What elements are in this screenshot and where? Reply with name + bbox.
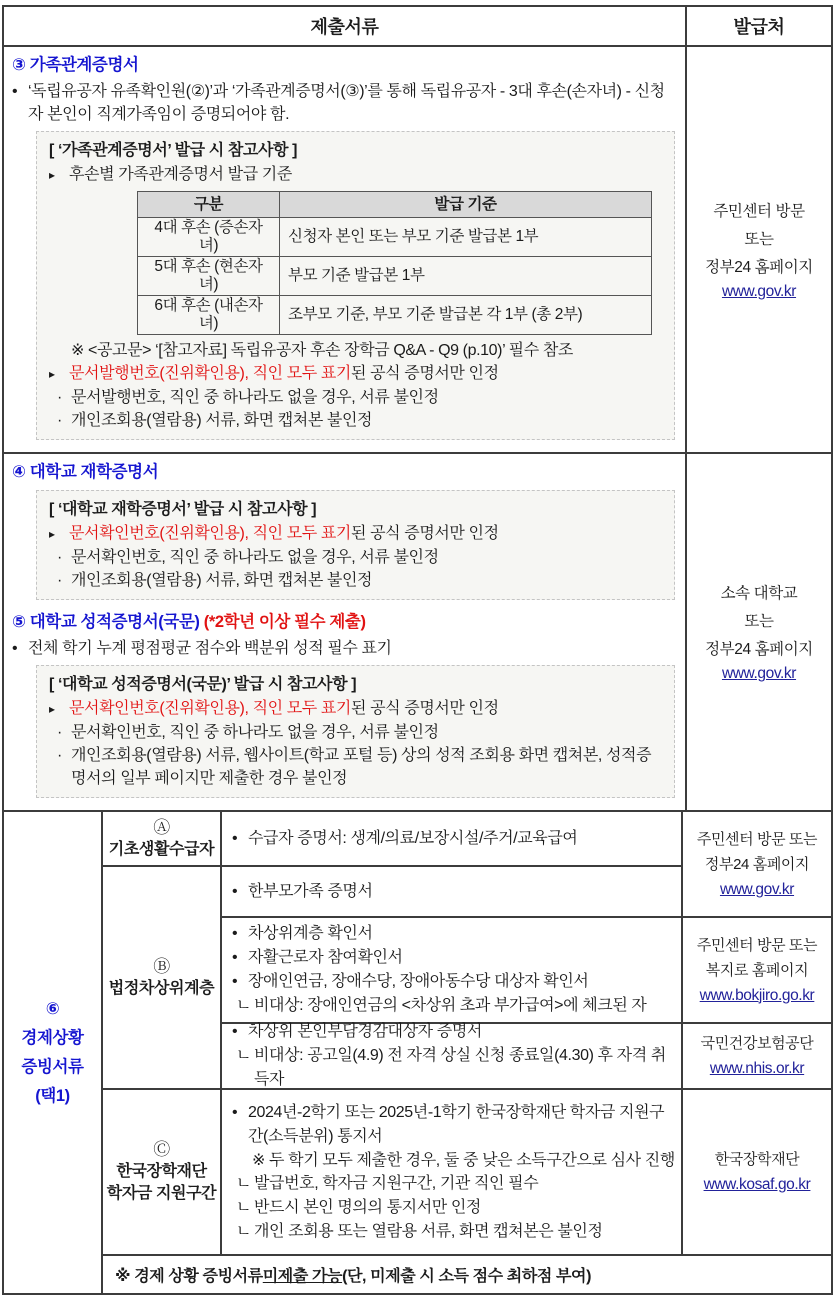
rejection-rule-1: [49, 721, 664, 744]
group-basic-livelihood: [103, 812, 220, 865]
issuer-line: 또는: [744, 613, 774, 630]
rejection-rule-text: 개인조회용(열람용) 서류, 화면 캡쳐본 불인정: [71, 572, 373, 589]
doc-requirement-line: [232, 1220, 675, 1244]
issuer-line: 정부24 홈페이지: [704, 855, 810, 873]
doc-line: [232, 1020, 675, 1044]
issuer-line: 주민센터 방문 또는: [696, 830, 818, 848]
dot-icon: ·: [57, 724, 62, 741]
doc-exception-line: [232, 1044, 675, 1092]
transcript-bullet: [12, 637, 677, 660]
footnote-underlined: 미제출 가능: [262, 1268, 343, 1285]
bullet-icon: •: [232, 1023, 238, 1040]
issuer-bokjiro: [683, 918, 831, 1022]
economic-footnote: [103, 1256, 831, 1293]
badge-a: Ⓐ: [153, 817, 170, 837]
issuer-line: 주민센터 방문 또는: [696, 936, 818, 954]
transcript-title-blue: ⑤ 대학교 성적증명서(국문): [12, 613, 200, 631]
doc-requirement-text: 발급번호, 학자금 지원구간, 기관 직인 필수: [254, 1174, 539, 1192]
doc-text: 차상위 본인부담경감대상자 증명서: [248, 1023, 482, 1040]
rejection-rule-2: [49, 569, 664, 592]
sub-marker-icon: ㄴ: [236, 997, 252, 1014]
header-issuing-office: 발급처: [685, 7, 831, 45]
issuer-line: 한국장학재단: [714, 1151, 800, 1168]
rejection-rule-text: 문서확인번호, 직인 중 하나라도 없을 경우, 서류 불인정: [71, 549, 439, 566]
rule-rest-text: 된 공식 증명서만 인정: [351, 700, 499, 717]
rule-red-text: 문서확인번호(진위확인용), 직인 모두 표기: [69, 525, 351, 542]
rejection-rule-text: 문서확인번호, 직인 중 하나라도 없을 경우, 서류 불인정: [71, 724, 439, 741]
reference-box-title: [ ‘대학교 재학증명서’ 발급 시 참고사항 ]: [49, 501, 317, 518]
group-kosaf-bracket: [103, 1090, 220, 1254]
transcript-bullet-text: 전체 학기 누계 평점평균 점수와 백분위 성적 필수 표기: [28, 640, 392, 657]
doc-exception-line: [232, 994, 675, 1018]
doc-text: 차상위계층 확인서: [248, 925, 373, 942]
rejection-rule-text: 문서발행번호, 직인 중 하나라도 없을 경우, 서류 불인정: [71, 389, 439, 406]
doc-near-poverty-certificates: [222, 918, 681, 1022]
doc-line: [232, 946, 675, 970]
row-category: 5대 후손 (현손자녀): [138, 257, 280, 296]
doc-recipient-certificate: [222, 812, 681, 865]
doc-note: ※ 두 학기 모두 제출한 경우, 둘 중 낮은 소득구간으로 심사 진행: [252, 1151, 675, 1169]
sub-marker-icon: ㄴ: [236, 1198, 252, 1216]
doc-kosaf-bracket-notice: [222, 1090, 681, 1254]
issuer-line: 소속 대학교: [720, 585, 798, 602]
arrow-icon: ▸: [49, 702, 55, 716]
issuer-line: 복지로 홈페이지: [705, 961, 809, 979]
bullet-icon: •: [232, 925, 238, 942]
row-category: 4대 후손 (증손자녀): [138, 218, 280, 257]
enrollment-certificate-title: ④ 대학교 재학증명서: [12, 463, 159, 481]
dot-icon: ·: [57, 412, 62, 429]
bullet-icon: •: [232, 829, 238, 847]
university-certificates-issuer: [685, 454, 831, 810]
badge-c: Ⓒ: [153, 1140, 170, 1159]
enrollment-reference-box: [36, 490, 675, 600]
economic-status-label: [4, 812, 101, 1293]
col-header-category: 구분: [138, 192, 280, 218]
issuer-nhis: [683, 1024, 831, 1088]
header-submission-documents: 제출서류: [310, 17, 379, 37]
doc-line: [232, 970, 675, 994]
sub-marker-icon: ㄴ: [236, 1174, 252, 1192]
family-certificate-bullet: [12, 80, 677, 126]
rejection-rule-1: [49, 546, 664, 569]
bullet-icon: •: [232, 973, 238, 990]
rejection-rule-text: 개인조회용(열람용) 서류, 웹사이트(학교 포털 등) 상의 성적 조회용 화면 캡쳐본, 성적증명서의 일부 페이지만 제출한 경우 불인정: [71, 747, 652, 787]
issuer-line: 정부24 홈페이지: [705, 641, 813, 658]
gov-kr-link[interactable]: www.gov.kr: [719, 880, 795, 898]
table-row: [138, 296, 652, 335]
arrow-icon: ▸: [49, 527, 55, 541]
official-certificate-rule: [49, 362, 664, 386]
bokjiro-link[interactable]: www.bokjiro.go.kr: [699, 986, 815, 1004]
doc-line: [232, 1101, 675, 1149]
issuer-line: 국민건강보험공단: [700, 1035, 814, 1052]
label-line: (택1): [35, 1086, 70, 1105]
family-certificate-content: [4, 47, 685, 452]
gov-kr-link[interactable]: www.gov.kr: [721, 282, 797, 300]
doc-requirement-line: [232, 1172, 675, 1196]
rule-text: [69, 522, 499, 546]
reference-box-title: [ ‘가족관계증명서’ 발급 시 참고사항 ]: [49, 142, 298, 159]
doc-single-parent-certificate: [222, 867, 681, 916]
label-line: 증빙서류: [21, 1057, 84, 1076]
rule-red-text: 문서발행번호(진위확인용), 직인 모두 표기: [69, 365, 351, 382]
bullet-icon: •: [232, 882, 238, 900]
issuer-kosaf: [683, 1090, 831, 1254]
bullet-icon: •: [12, 83, 18, 100]
rejection-rule-2: [49, 744, 664, 790]
document-requirements-table: [2, 5, 833, 1295]
section-university-certificates: [4, 452, 831, 810]
qa-reference-note: ※ <공고문> ‘[참고자료] 독립유공자 후손 장학금 Q&A - Q9 (p.10)’ 필수 참조: [71, 342, 573, 359]
doc-line: [232, 880, 675, 904]
footnote-pre: ※ 경제 상황 증빙서류: [115, 1268, 263, 1285]
group-name: 학자금 지원구간: [106, 1185, 217, 1202]
descendant-criteria-table: [137, 191, 652, 335]
family-certificate-reference-box: [36, 131, 675, 440]
doc-line: [232, 827, 675, 851]
doc-line: [232, 922, 675, 946]
label-number: ⑥: [45, 999, 60, 1018]
transcript-title-red: (*2학년 이상 필수 제출): [203, 613, 366, 631]
bullet-icon: •: [232, 1103, 238, 1121]
dot-icon: ·: [57, 747, 62, 764]
row-criteria: 신청자 본인 또는 부모 기준 발급본 1부: [280, 218, 652, 257]
issuer-line: 주민센터 방문: [713, 202, 805, 220]
kosaf-link[interactable]: www.kosaf.go.kr: [703, 1176, 811, 1193]
rule-text: [69, 362, 499, 386]
doc-copay-reduction-certificate: [222, 1024, 681, 1088]
doc-text: 한부모가족 증명서: [248, 882, 373, 900]
transcript-reference-box: [36, 665, 675, 798]
rejection-rule-text: 개인조회용(열람용) 서류, 화면 캡쳐본 불인정: [71, 412, 373, 429]
section-economic-status: [4, 810, 831, 1293]
sub-marker-icon: ㄴ: [236, 1222, 252, 1240]
table-row: [138, 257, 652, 296]
footnote-post: (단, 미제출 시 소득 점수 최하점 부여): [342, 1268, 592, 1285]
economic-status-grid: [4, 812, 831, 1293]
table-header-row: [138, 192, 652, 218]
table-row: [138, 218, 652, 257]
row-criteria: 조부모 기준, 부모 기준 발급본 각 1부 (총 2부): [280, 296, 652, 335]
table-header-row: [4, 7, 831, 47]
doc-exception-text: 비대상: 장애인연금의 <차상위 초과 부가급여>에 체크된 자: [254, 997, 647, 1014]
group-name: 법정차상위계층: [108, 979, 215, 997]
rule-rest-text: 된 공식 증명서만 인정: [351, 365, 499, 382]
official-certificate-rule: [49, 697, 664, 721]
badge-b: Ⓑ: [153, 956, 170, 976]
university-certificates-content: [4, 454, 685, 810]
rejection-rule-1: [49, 386, 664, 409]
family-certificate-bullet-text: ‘독립유공자 유족확인원(②)’과 ‘가족관계증명서(③)’를 통해 독립유공자 - 3대 후손(손자녀) - 신청자 본인이 직계가족임이 증명되어야 함.: [28, 83, 665, 123]
doc-requirement-text: 개인 조회용 또는 열람용 서류, 화면 캡쳐본은 불인정: [254, 1222, 603, 1240]
issuer-gov: [683, 812, 831, 916]
bullet-icon: •: [232, 949, 238, 966]
rule-text: [69, 697, 499, 721]
row-criteria: 부모 기준 발급본 1부: [280, 257, 652, 296]
doc-exception-text: 비대상: 공고일(4.9) 전 자격 상실 신청 종료일(4.30) 후 자격 취득자: [254, 1047, 666, 1088]
row-category: 6대 후손 (내손자녀): [138, 296, 280, 335]
doc-text: 수급자 증명서: 생계/의료/보장시설/주거/교육급여: [248, 829, 578, 847]
doc-text: 2024년-2학기 또는 2025년-1학기 한국장학재단 학자금 지원구간(소득분위) 통지서: [248, 1103, 665, 1145]
doc-text: 장애인연금, 장애수당, 장애아동수당 대상자 확인서: [248, 973, 589, 990]
dot-icon: ·: [57, 389, 62, 406]
rule-rest-text: 된 공식 증명서만 인정: [351, 525, 499, 542]
group-name: 한국장학재단: [116, 1163, 207, 1180]
reference-box-title: [ ‘대학교 성적증명서(국문)’ 발급 시 참고사항 ]: [49, 676, 357, 693]
doc-text: 자활근로자 참여확인서: [248, 949, 403, 966]
rule-red-text: 문서확인번호(진위확인용), 직인 모두 표기: [69, 700, 351, 717]
issuer-line: 또는: [744, 230, 774, 248]
family-certificate-issuer: [685, 47, 831, 452]
group-near-poverty: [103, 867, 220, 1088]
arrow-icon: ▸: [49, 168, 55, 182]
official-certificate-rule: [49, 522, 664, 546]
rejection-rule-2: [49, 409, 664, 432]
group-name: 기초생활수급자: [108, 840, 215, 858]
sub-marker-icon: ㄴ: [236, 1047, 252, 1064]
descendant-criteria-text: 후손별 가족관계증명서 발급 기준: [69, 166, 292, 183]
col-header-criteria: 발급 기준: [280, 192, 652, 218]
dot-icon: ·: [57, 572, 62, 589]
family-certificate-title: ③ 가족관계증명서: [12, 56, 139, 74]
descendant-criteria-line: [49, 163, 664, 187]
gov-kr-link[interactable]: www.gov.kr: [721, 665, 797, 682]
doc-requirement-text: 반드시 본인 명의의 통지서만 인정: [254, 1198, 481, 1216]
nhis-link[interactable]: www.nhis.or.kr: [709, 1060, 805, 1077]
arrow-icon: ▸: [49, 367, 55, 381]
section-family-certificate: [4, 47, 831, 452]
transcript-title: [12, 610, 677, 635]
label-line: 경제상황: [21, 1028, 84, 1047]
doc-requirement-line: [232, 1196, 675, 1220]
issuer-line: 정부24 홈페이지: [705, 258, 813, 276]
dot-icon: ·: [57, 549, 62, 566]
bullet-icon: •: [12, 640, 18, 657]
